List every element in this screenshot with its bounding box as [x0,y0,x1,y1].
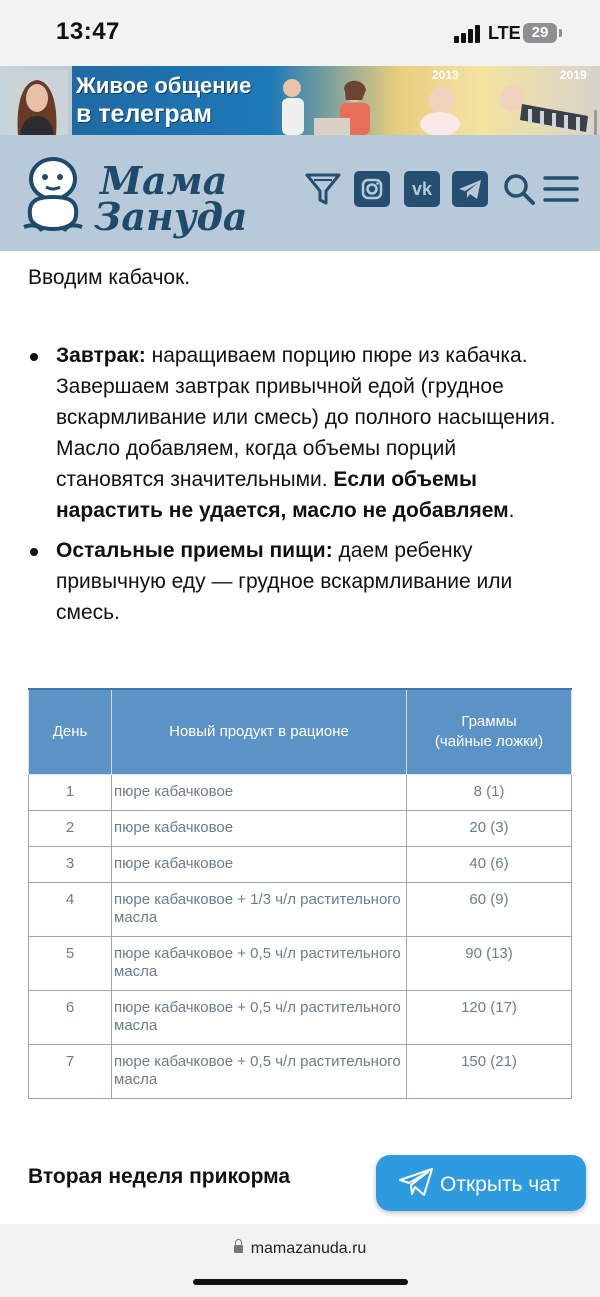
signal-icon [454,25,484,43]
baby-photo-icon [412,80,472,135]
intro-paragraph: Вводим кабачок. [28,266,191,289]
lock-icon [234,1245,243,1253]
table-header-row [29,689,572,775]
cell-day: 5 [29,937,112,991]
cell-grams: 60 (9) [407,883,572,937]
section-heading: Вторая неделя прикорма [28,1165,291,1188]
cell-grams: 120 (17) [407,991,572,1045]
kids-photo-icon [262,70,402,135]
table-row [29,883,572,937]
baby-photo-2-icon [490,76,595,135]
cell-grams: 40 (6) [407,847,572,883]
browser-url-bar[interactable] [0,1224,600,1297]
bullet-title: Остальные приемы пищи: [56,539,333,562]
header-day: День [29,689,112,775]
logo-line1: Мама [100,158,228,203]
cell-grams: 90 (13) [407,937,572,991]
cell-day: 1 [29,775,112,811]
cell-day: 7 [29,1045,112,1099]
battery-icon: 29 [523,23,557,43]
battery-tip [559,29,562,37]
cell-product: пюре кабачковое + 0,5 ч/л растительного масла [112,1045,407,1099]
menu-icon[interactable] [543,171,579,207]
cell-day: 2 [29,811,112,847]
logo-line2: Зануда [94,194,248,239]
bullet-title: Завтрак: [56,344,146,367]
feeding-table [28,688,572,1099]
cell-product: пюре кабачковое [112,775,407,811]
banner-line2: в телеграм [76,100,212,128]
table-row [29,937,572,991]
table-row [29,775,572,811]
bullet-text: наращиваем порцию пюре из кабачка. Завершаем завтрак привычной едой (грудное вскармливание или смесь) до полного насыщения. Масло добавляем, когда объемы порций становятся значительными. [56,344,556,491]
cell-grams: 20 (3) [407,811,572,847]
banner-text [76,72,251,128]
cell-grams: 150 (21) [407,1045,572,1099]
instagram-icon[interactable] [354,171,390,207]
table-row [29,847,572,883]
bullet-other-meals [28,535,568,628]
status-time: 13:47 [56,18,120,45]
vk-label: vk [411,179,433,199]
bullet-end: . [508,499,515,522]
filter-icon[interactable] [305,171,341,207]
status-bar [0,0,600,66]
open-chat-label: Открыть чат [440,1173,561,1196]
telegram-banner[interactable] [0,66,600,135]
telegram-icon[interactable] [452,171,488,207]
cell-product: пюре кабачковое [112,811,407,847]
url-text: mamazanuda.ru [250,1240,367,1257]
network-type: LTE [488,23,521,43]
bullet-breakfast [28,340,568,526]
baby-logo-icon [20,153,86,233]
logo-text [94,158,248,239]
cell-product: пюре кабачковое [112,847,407,883]
cell-day: 3 [29,847,112,883]
cell-day: 4 [29,883,112,937]
site-header [0,135,600,251]
table-row [29,1045,572,1099]
home-indicator[interactable] [193,1279,408,1285]
vk-icon[interactable] [404,171,440,207]
bullet-bold-tail: Если объемы нарастить не удается, масло не добавляем [56,468,509,522]
bullet-text: даем ребенку привычную еду — грудное вскармливание или смесь. [56,539,513,624]
url-display[interactable] [0,1240,600,1258]
cell-product: пюре кабачковое + 0,5 ч/л растительного масла [112,991,407,1045]
banner-year-right: 2019 [560,68,587,82]
woman-photo-icon [6,70,68,135]
cell-day: 6 [29,991,112,1045]
cell-product: пюре кабачковое + 1/3 ч/л растительного масла [112,883,407,937]
table-row [29,811,572,847]
cell-grams: 8 (1) [407,775,572,811]
site-logo[interactable] [20,149,248,239]
header-grams: Граммы (чайные ложки) [407,689,572,775]
banner-year-left: 2013 [432,68,459,82]
search-icon[interactable] [501,171,537,207]
header-product: Новый продукт в рационе [112,689,407,775]
banner-line1: Живое общение [76,73,252,98]
send-icon [398,1167,434,1197]
open-chat-button[interactable] [376,1155,586,1211]
cell-product: пюре кабачковое + 0,5 ч/л растительного масла [112,937,407,991]
bullet-list [28,340,568,637]
table-row [29,991,572,1045]
